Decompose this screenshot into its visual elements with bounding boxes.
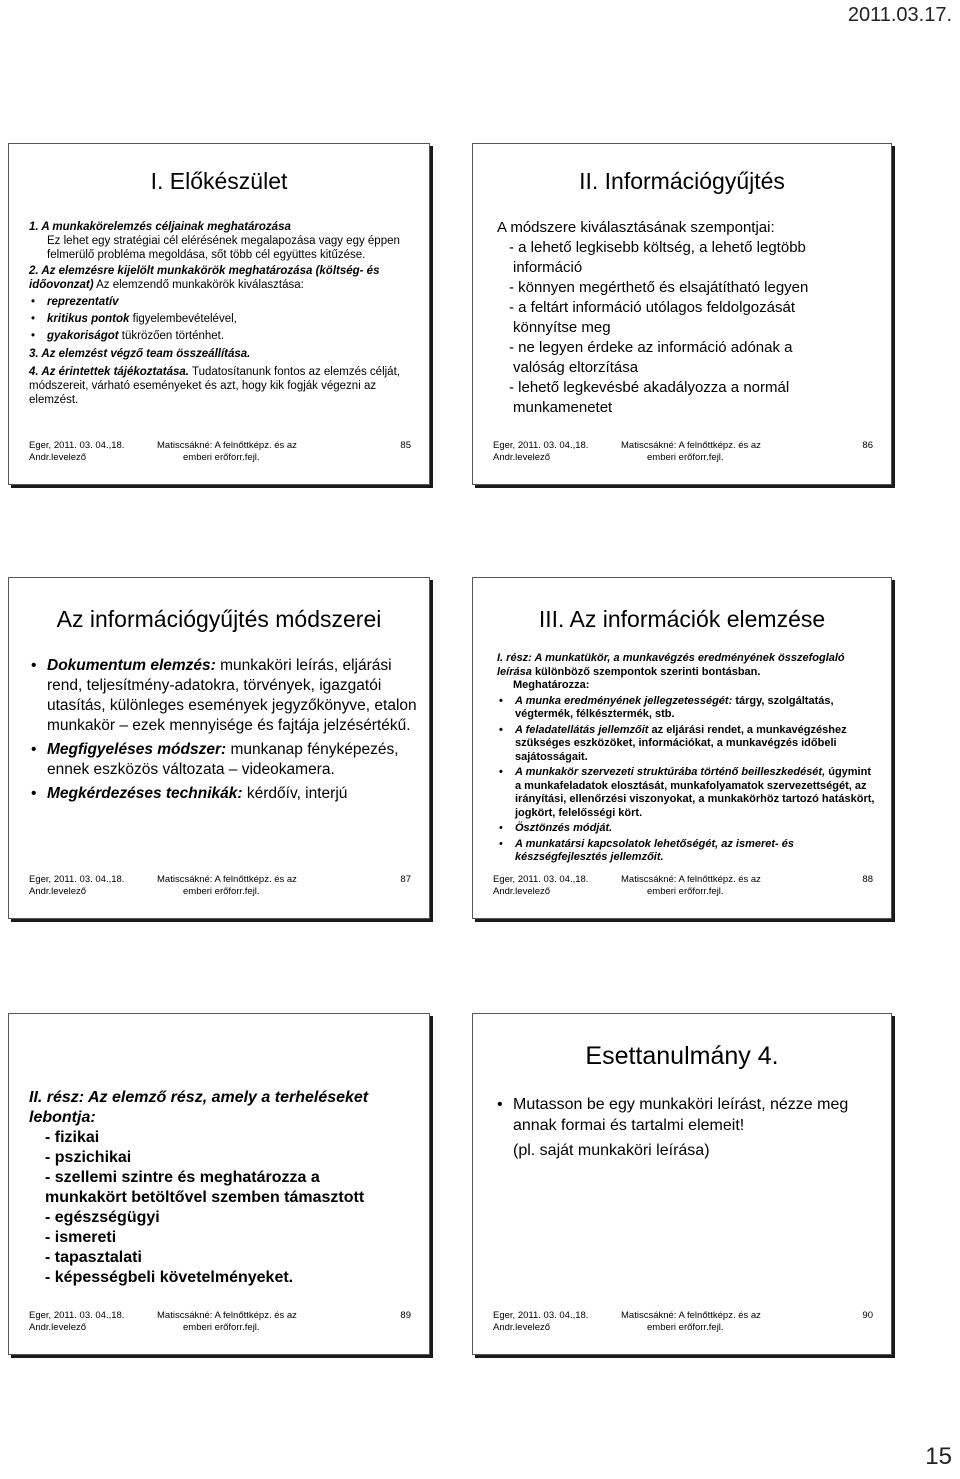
item-4: 4. Az érintettek tájékoztatása. Tudatosítanunk fontos az elemzés célját, módszereit, várható eseményeket és azt, hogy kik fogják végezni az elemzést. — [29, 366, 400, 406]
header-date: 2011.03.17. — [847, 4, 952, 26]
bullet-result: • A munka eredményének jellegzetességét: tárgy, szolgáltatás, végtermék, félkésztermék, stb. — [497, 695, 879, 722]
bullet-representative: • reprezentatív — [29, 295, 417, 309]
slide-body — [497, 652, 879, 865]
item-1-heading: 1. A munkakörelemzés céljainak meghatározása — [29, 221, 291, 233]
item-3: 3. Az elemzést végző team összeállítása. — [29, 348, 251, 360]
bullet-task: • Mutasson be egy munkaköri leírást, nézze meg annak formai és tartalmi elemeit! — [495, 1094, 879, 1136]
bullet-observation: • Megfigyeléses módszer: munkanap fényképezés, ennek eszközös változata – videokamera. — [29, 740, 417, 780]
bullet-critical-points: • kritikus pontok figyelembevételével, — [29, 312, 417, 326]
item-1-text: Ez lehet egy stratégiai cél elérésének megalapozása vagy egy éppen felmerülő probléma megoldása, sőt több cél együttes kitűzése. — [47, 235, 400, 261]
task-note: (pl. saját munkaköri leírása) — [513, 1142, 710, 1159]
slide-number: 89 — [400, 1310, 411, 1321]
slide-body — [29, 656, 417, 808]
bullet-task: • A feladatellátás jellemzőit az eljárási rendet, a munkavégzéshez szükséges eszközöket, információkat, a munkavégzés időbeli sajátosságait. — [497, 724, 879, 765]
slide-body — [495, 1094, 879, 1161]
slide-number: 85 — [400, 440, 411, 451]
slide-number: 86 — [862, 440, 873, 451]
bullet-structure: • A munkakör szervezeti struktúrába történő beilleszkedését, úgymint a munkafeladatok elosztását, munkafolyamatok szervezettségét, az irányítási, ellenőrzési viszonyokat, a munkakörhöz tartozó hatáskört, jogkört, felelősségi kört. — [497, 766, 879, 820]
slide-89: II. rész: Az elemző rész, amely a terheléseket lebontja: - fizikai - pszichikai - szellemi szintre és meghatározza a munkakört betöltővel szemben támasztott - egészségügyi - ismereti - tapasztalati - képességbeli követelményeket. Eger, 2011. 03. 04.,18. Andr.levelező Matiscsákné: A felnőttképz. és az emberi erőforr.fejl. 89 — [8, 1013, 430, 1355]
slide-body: II. rész: Az elemző rész, amely a terheléseket lebontja: - fizikai - pszichikai - szellemi szintre és meghatározza a munkakört betöltővel szemben támasztott - egészségügyi - ismereti - tapasztalati - képességbeli követelményeket. — [29, 1088, 417, 1288]
bullet-inquiry: • Megkérdezéses technikák: kérdőív, interjú — [29, 784, 417, 804]
slide-number: 88 — [862, 874, 873, 885]
part-2-heading: II. rész: Az elemző rész, amely a terheléseket lebontja: — [29, 1089, 369, 1126]
slide-body: A módszere kiválasztásának szempontjai: - a lehető legkisebb költség, a lehető legtöbb információ - könnyen megérthető és elsajátítható legyen - a feltárt információ utólagos feldolgozását könnyítse meg - ne legyen érdeke az információ adónak a valóság eltorzítása - lehető legkevésbé akadályozza a normál munkamenetet — [497, 219, 809, 416]
slide-body — [29, 220, 417, 407]
bullet-document-analysis: • Dokumentum elemzés: munkaköri leírás, eljárási rend, teljesítmény-adatokra, törvények, igazgatói utasítás, különleges események jegyzőkönyve, etalon munkakör – ezek mennyisége és fajtája jelzésértékű. — [29, 656, 417, 736]
slide-title: I. Előkészület — [150, 168, 288, 194]
page-number: 15 — [925, 1443, 952, 1470]
slide-title: Az információgyűjtés módszerei — [56, 606, 382, 632]
slide-87: Az információgyűjtés módszerei • Dokumentum elemzés: munkaköri leírás, eljárási rend, teljesítmény-adatokra, törvények, igazgatói utasítás, különleges események jegyzőkönyve, etalon munkakör – ezek mennyisége és fajtája jelzésértékű. • Megfigyeléses módszer: munkanap fényképezés, ennek eszközös változata – videokamera. • Megkérdezéses technikák: kérdőív, interjú Eger, 2011. 03. 04.,18. Andr.levelező Matiscsákné: A felnőttképz. és az emberi erőforr.fejl. 87 — [8, 577, 430, 919]
slide-number: 87 — [400, 874, 411, 885]
slide-title: Esettanulmány 4. — [585, 1042, 779, 1070]
slide-title: III. Az információk elemzése — [538, 606, 826, 632]
slide-86: II. Információgyűjtés A módszere kiválasztásának szempontjai: - a lehető legkisebb költség, a lehető legtöbb információ - könnyen megérthető és elsajátítható legyen - a feltárt információ utólagos feldolgozását könnyítse meg - ne legyen érdeke az információ adónak a valóság eltorzítása - lehető legkevésbé akadályozza a normál munkamenetet Eger, 2011. 03. 04.,18. Andr.levelező Matiscsákné: A felnőttképz. és az emberi erőforr.fejl. 86 — [472, 143, 892, 485]
bullet-colleagues: • A munkatársi kapcsolatok lehetőségét, az ismeret- és készségfejlesztés jellemzőit. — [497, 838, 879, 865]
slide-88: III. Az információk elemzése I. rész: A munkatükör, a munkavégzés eredményének összefoglaló leírása különböző szempontok szerinti bontásban. Meghatározza: • A munka eredményének jellegzetességét: tárgy, szolgáltatás, végtermék, félkésztermék, stb. • A feladatellátás jellemzőit az eljárási rendet, a munkavégzéshez szükséges eszközöket, információkat, a munkavégzés időbeli sajátosságait. • A munkakör szervezeti struktúrába történő beilleszkedését, úgymint a munkafeladatok elosztását, munkafolyamatok szervezettségét, az irányítási, ellenőrzési viszonyokat, a munkakörhöz tartozó hatáskört, jogkört, felelősségi kört. • Ösztönzés módját. • A munkatársi kapcsolatok lehetőségét, az ismeret- és készségfejlesztés jellemzőit. Eger, 2011. 03. 04.,18. Andr.levelező Matiscsákné: A felnőttképz. és az emberi erőforr.fejl. 88 — [472, 577, 892, 919]
part-1-heading: I. rész: A munkatükör, a munkavégzés eredményének összefoglaló leírása különböző szempontok szerinti bontásban. — [497, 652, 845, 678]
slide-title: II. Információgyűjtés — [579, 168, 785, 194]
determines-label: Meghatározza: — [513, 679, 590, 691]
item-2: 2. Az elemzésre kijelölt munkakörök meghatározása (költség- és időovonzat) Az elemzendő munkakörök kiválasztása: — [29, 265, 380, 291]
bullet-motivation: • Ösztönzés módját. — [497, 822, 879, 836]
slide-90: Esettanulmány 4. • Mutasson be egy munkaköri leírást, nézze meg annak formai és tartalmi elemeit! (pl. saját munkaköri leírása) Eger, 2011. 03. 04.,18. Andr.levelező Matiscsákné: A felnőttképz. és az emberi erőforr.fejl. 90 — [472, 1013, 892, 1355]
slide-number: 90 — [862, 1310, 873, 1321]
bullet-frequency: • gyakoriságot tükrözően történhet. — [29, 329, 417, 343]
slide-85: I. Előkészület 1. A munkakörelemzés céljainak meghatározása Ez lehet egy stratégiai cél elérésének megalapozása vagy egy éppen felmerülő probléma megoldása, sőt több cél együttes kitűzése. 2. Az elemzésre kijelölt munkakörök meghatározása (költség- és időovonzat) Az elemzendő munkakörök kiválasztása: • reprezentatív • kritikus pontok figyelembevételével, • gyakoriságot tükrözően történhet. 3. Az elemzést végző team összeállítása. 4. Az érintettek tájékoztatása. Tudatosítanunk fontos az elemzés célját, módszereit, várható eseményeket és azt, hogy kik fogják végezni az elemzést. Eger, 2011. 03. 04.,18. Andr.levelező Matiscsákné: A felnőttképz. és az emberi erőforr.fejl. 85 — [8, 143, 430, 485]
